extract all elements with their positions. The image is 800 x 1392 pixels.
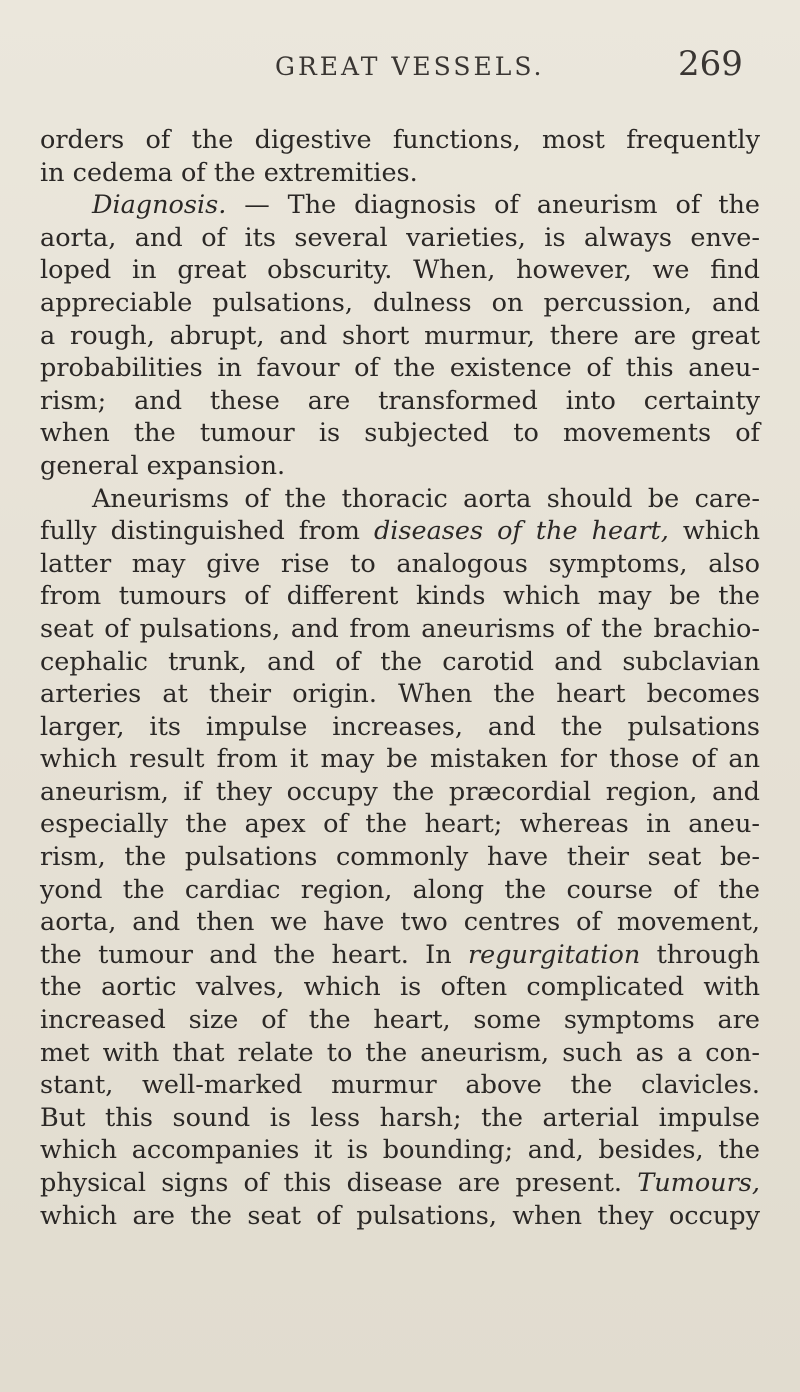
- italic-text: diseases of the heart,: [373, 516, 669, 547]
- text-line: [40, 646, 760, 679]
- text-line: [40, 450, 760, 483]
- text-line: [40, 1167, 760, 1200]
- text-span: latter may give rise to analogous symptoms, also: [40, 548, 760, 579]
- text-span: appreciable pulsations, dulness on percussion, and: [40, 287, 760, 318]
- text-line: [40, 515, 760, 548]
- text-span: from tumours of different kinds which may be the: [40, 581, 760, 612]
- text-span: met with that relate to the aneurism, such as a con-: [40, 1037, 760, 1068]
- text-line: [40, 613, 760, 646]
- text-span: arteries at their origin. When the heart becomes: [40, 679, 760, 710]
- text-line: [40, 808, 760, 841]
- running-head: [0, 44, 800, 92]
- text-line: [40, 1037, 760, 1070]
- text-span: rism, the pulsations commonly have their seat be-: [40, 842, 760, 873]
- text-span: general expansion.: [40, 450, 286, 481]
- text-line: [40, 385, 760, 418]
- text-span: through: [640, 939, 760, 970]
- text-line: [40, 1200, 760, 1233]
- text-span: But this sound is less harsh; the arterial impulse: [40, 1102, 760, 1133]
- text-span: Aneurisms of the thoracic aorta should be care-: [92, 483, 760, 514]
- text-line: [40, 124, 760, 157]
- text-line: [40, 874, 760, 907]
- text-span: which accompanies it is bounding; and, besides, the: [40, 1135, 760, 1166]
- text-span: the aortic valves, which is often complicated with: [40, 972, 760, 1003]
- page-number: 269: [678, 44, 743, 84]
- text-span: aorta, and of its several varieties, is always enve-: [40, 222, 760, 253]
- text-span: stant, well-marked murmur above the clavicles.: [40, 1070, 760, 1101]
- text-line: [40, 678, 760, 711]
- text-span: which are the seat of pulsations, when they occupy: [40, 1200, 760, 1231]
- text-line: [40, 417, 760, 450]
- text-line: [40, 580, 760, 613]
- text-span: when the tumour is subjected to movements of: [40, 418, 760, 449]
- italic-text: Diagnosis.: [92, 190, 227, 221]
- text-line: [40, 971, 760, 1004]
- text-line: [40, 483, 760, 516]
- text-span: loped in great obscurity. When, however, we find: [40, 255, 760, 286]
- text-line: [40, 287, 760, 320]
- text-line: [40, 711, 760, 744]
- text-span: especially the apex of the heart; whereas in aneu-: [40, 809, 760, 840]
- text-line: [40, 222, 760, 255]
- text-line: [40, 1134, 760, 1167]
- text-line: [40, 1102, 760, 1135]
- text-span: physical signs of this disease are present.: [40, 1168, 638, 1198]
- text-line: [40, 320, 760, 353]
- running-title: GREAT VESSELS.: [275, 52, 545, 81]
- text-line: [40, 157, 760, 190]
- text-line: [40, 548, 760, 581]
- text-line: [40, 1069, 760, 1102]
- text-span: orders of the digestive functions, most frequently: [40, 125, 760, 155]
- text-span: which: [668, 516, 760, 547]
- text-line: [40, 1004, 760, 1037]
- text-span: the tumour and the heart. In: [40, 939, 468, 970]
- text-line: [40, 841, 760, 874]
- text-span: cephalic trunk, and of the carotid and subclavian: [40, 646, 760, 677]
- text-line: [40, 189, 760, 222]
- text-span: fully distinguished from: [40, 516, 374, 547]
- text-span: yond the cardiac region, along the course of the: [40, 874, 760, 905]
- text-line: [40, 743, 760, 776]
- text-span: — The diagnosis of aneurism of the: [226, 190, 760, 221]
- text-span: aorta, and then we have two centres of movement,: [40, 907, 760, 938]
- text-line: [40, 939, 760, 972]
- text-span: in cedema of the extremities.: [40, 157, 418, 188]
- text-line: [40, 254, 760, 287]
- text-line: [40, 776, 760, 809]
- body-text: [40, 124, 760, 1232]
- italic-text: Tumours,: [637, 1168, 760, 1198]
- text-line: [40, 352, 760, 385]
- text-line: [40, 906, 760, 939]
- text-span: aneurism, if they occupy the præcordial region, and: [40, 776, 760, 807]
- text-span: a rough, abrupt, and short murmur, there are great: [40, 320, 760, 351]
- text-span: seat of pulsations, and from aneurisms of the brachio-: [40, 613, 760, 644]
- italic-text: regurgitation: [467, 939, 641, 970]
- text-span: rism; and these are transformed into certainty: [40, 385, 760, 416]
- text-span: which result from it may be mistaken for those of an: [40, 744, 760, 775]
- text-span: increased size of the heart, some symptoms are: [40, 1005, 760, 1036]
- text-span: larger, its impulse increases, and the pulsations: [40, 711, 760, 742]
- text-span: probabilities in favour of the existence of this aneu-: [40, 353, 760, 384]
